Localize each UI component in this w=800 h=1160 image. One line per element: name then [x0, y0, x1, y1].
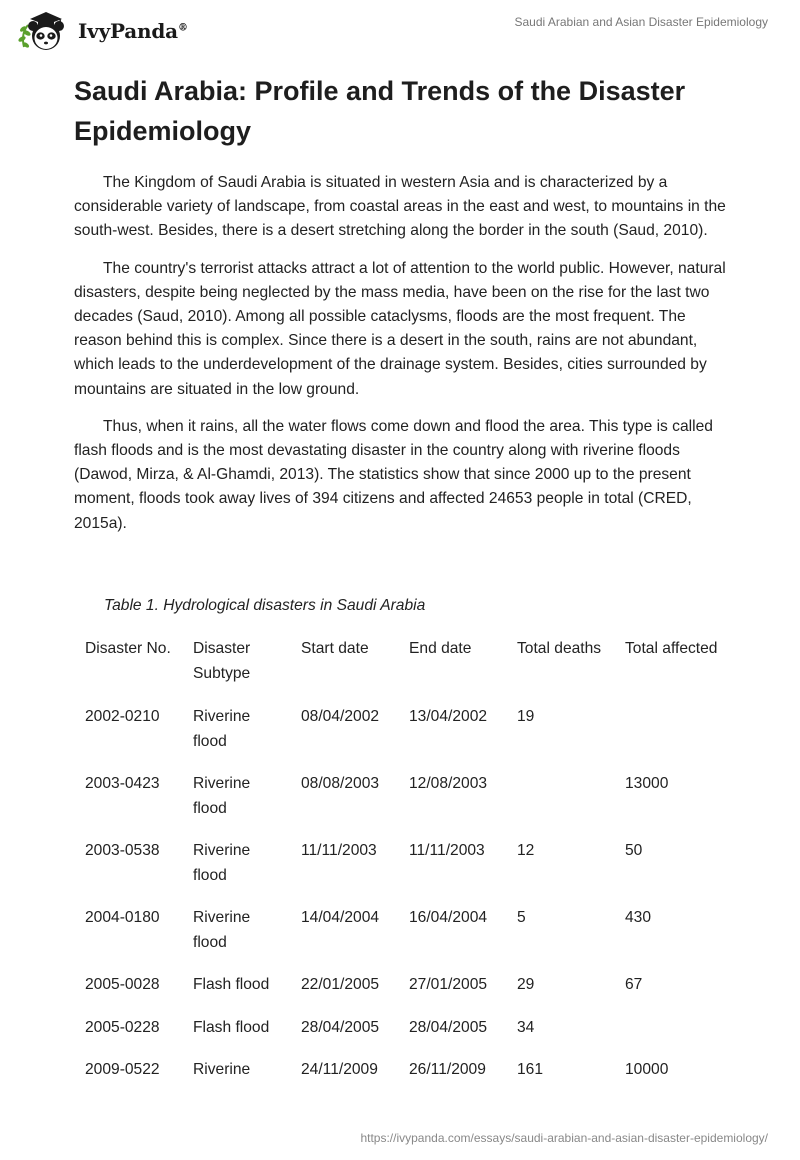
cell-disaster-no: 2005-0028 [85, 976, 160, 993]
cell-total-affected: 13000 [625, 775, 669, 792]
cell-start-date: 08/08/2003 [301, 775, 380, 792]
cell-total-affected [614, 1015, 724, 1058]
cell-start-date: 11/11/2003 [301, 842, 377, 859]
column-header: Disaster Subtype [193, 640, 251, 682]
cell-start-date: 08/04/2002 [301, 708, 380, 725]
cell-start-date: 24/11/2009 [301, 1061, 378, 1078]
cell-total-deaths: 5 [517, 909, 526, 926]
cell-end-date: 26/11/2009 [409, 1061, 486, 1078]
cell-disaster-no: 2002-0210 [85, 708, 160, 725]
paragraph: Thus, when it rains, all the water flows come down and flood the area. This type is called flash floods and is the most devastating disaster in the country along with riverine floods (Dawod, Mirza, & Al-Ghamdi, 2013). The statistics show that since 2000 up to the present moment, floods took away lives of 394 citizens and affected 24653 people in total (CRED, 2015a). [74, 417, 713, 532]
disasters-table [74, 636, 724, 1100]
running-title: Saudi Arabian and Asian Disaster Epidemiology [514, 15, 768, 29]
cell-total-affected: 50 [625, 842, 643, 859]
cell-disaster-no: 2003-0538 [85, 842, 160, 859]
cell-end-date: 28/04/2005 [409, 1018, 488, 1036]
cell-total-affected: 10000 [625, 1061, 669, 1078]
cell-subtype: Flash flood [193, 1018, 270, 1036]
column-header: Start date [301, 640, 369, 657]
table-caption: Table 1. Hydrological disasters in Saudi Arabia [104, 597, 426, 614]
cell-total-affected [614, 704, 724, 771]
table-row [74, 905, 724, 972]
cell-end-date: 11/11/2003 [409, 842, 485, 859]
cell-total-deaths [506, 771, 614, 838]
cell-total-deaths: 12 [517, 842, 535, 859]
cell-disaster-no: 2004-0180 [85, 909, 160, 926]
cell-subtype: Riverine flood [193, 909, 251, 951]
column-header: Disaster No. [85, 640, 171, 657]
paragraph: The Kingdom of Saudi Arabia is situated in western Asia and is characterized by a considerable variety of landscape, from coastal areas in the east and west, to mountains in the south-west. Besides, there is a desert stretching along the border in the south (Saud, 2010). [74, 174, 726, 240]
cell-end-date: 16/04/2004 [409, 909, 488, 926]
cell-total-deaths: 29 [517, 976, 535, 993]
source-url-link[interactable]: https://ivypanda.com/essays/saudi-arabian-and-asian-disaster-epidemiology/ [360, 1131, 768, 1145]
cell-subtype: Riverine [193, 1061, 251, 1078]
paragraph: The country's terrorist attacks attract a lot of attention to the world public. However, natural disasters, despite being neglected by the mass media, have been on the rise for the last two decades (Saud, 2010). Among all possible cataclysms, floods are the most frequent. The reason behind this is complex. Since there is a desert in the south, rains are not abundant, which leads to the underdevelopment of the drainage system. Besides, cities surrounded by mountains are situated in the low ground. [74, 259, 726, 398]
page-title: Saudi Arabia: Profile and Trends of the Disaster Epidemiology [74, 76, 686, 146]
cell-end-date: 13/04/2002 [409, 708, 488, 725]
cell-subtype: Riverine flood [193, 842, 251, 884]
cell-total-affected: 67 [625, 976, 643, 993]
column-header: Total affected [625, 640, 718, 657]
cell-start-date: 28/04/2005 [301, 1018, 380, 1036]
cell-disaster-no: 2005-0228 [85, 1018, 160, 1036]
cell-total-deaths: 34 [517, 1018, 535, 1036]
cell-total-deaths: 19 [517, 708, 535, 725]
cell-disaster-no: 2009-0522 [85, 1061, 160, 1078]
cell-end-date: 27/01/2005 [409, 976, 488, 993]
cell-subtype: Riverine flood [193, 775, 251, 817]
table-row [74, 838, 724, 905]
cell-total-affected: 430 [625, 909, 652, 926]
logo-wordmark: IvyPanda® [78, 19, 188, 43]
cell-total-deaths: 161 [517, 1061, 544, 1078]
cell-subtype: Flash flood [193, 976, 270, 993]
cell-end-date: 12/08/2003 [409, 775, 488, 792]
table-row [74, 771, 724, 838]
table-row [74, 1015, 724, 1058]
cell-start-date: 14/04/2004 [301, 909, 380, 926]
cell-disaster-no: 2003-0423 [85, 775, 160, 792]
column-header: End date [409, 640, 472, 657]
panda-graduate-icon [14, 9, 72, 53]
table-row [74, 1057, 724, 1100]
article-body [74, 171, 734, 549]
table-header-row [74, 636, 724, 704]
page-header [0, 0, 800, 70]
ivypanda-logo[interactable] [14, 9, 188, 53]
cell-subtype: Riverine flood [193, 708, 251, 750]
table-row [74, 704, 724, 771]
table-row [74, 972, 724, 1015]
column-header: Total deaths [517, 640, 602, 657]
cell-start-date: 22/01/2005 [301, 976, 380, 993]
